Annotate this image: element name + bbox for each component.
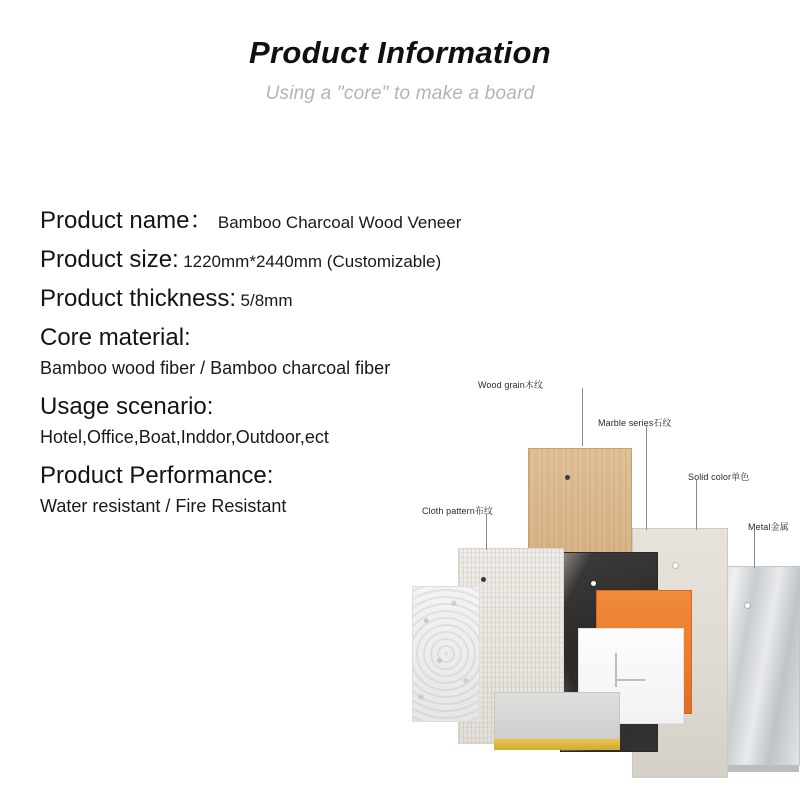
board-wood-grain-dot xyxy=(565,475,570,480)
spec-label-product-name: Product name： xyxy=(40,207,214,234)
leader-solid-color xyxy=(696,480,697,530)
spec-value-product-thickness: 5/8mm xyxy=(240,291,293,310)
leader-wood-grain xyxy=(582,388,583,446)
callout-marble-series: Marble series石纹 xyxy=(598,418,672,428)
board-core-edge xyxy=(494,739,620,750)
board-textured-pebble xyxy=(412,586,480,722)
spec-label-product-thickness: Product thickness: xyxy=(40,285,237,312)
product-photo xyxy=(396,352,800,800)
board-solid-color-dot xyxy=(673,563,678,568)
spec-label-product-performance: Product Performance: xyxy=(40,462,274,489)
spec-value-usage-scenario: Hotel,Office,Boat,Inddor,Outdoor,ect xyxy=(40,427,329,447)
spec-row-product-thickness xyxy=(40,285,660,313)
board-grey-with-core xyxy=(494,692,620,740)
page-subtitle: Using a "core" to make a board xyxy=(265,83,535,105)
page-header xyxy=(0,34,800,105)
spec-value-product-size: 1220mm*2440mm (Customizable) xyxy=(183,252,442,271)
callout-wood-grain: Wood grain木纹 xyxy=(478,380,544,390)
spec-row-core-material xyxy=(40,324,660,352)
spec-label-usage-scenario: Usage scenario: xyxy=(40,393,214,420)
spec-label-product-size: Product size: xyxy=(40,246,179,273)
spec-value-core-material: Bamboo wood fiber / Bamboo charcoal fiber xyxy=(40,358,391,378)
board-cloth-pattern-dot xyxy=(481,577,486,582)
spec-value-product-name: Bamboo Charcoal Wood Veneer xyxy=(217,213,462,232)
callout-cloth-pattern: Cloth pattern布纹 xyxy=(422,506,494,516)
board-metal-dot xyxy=(745,603,750,608)
leader-marble-series xyxy=(646,426,647,530)
leader-cloth-pattern xyxy=(486,514,487,550)
leader-metal xyxy=(754,530,755,568)
board-marble-dot xyxy=(591,581,596,586)
spec-row-product-name xyxy=(40,200,660,235)
callout-solid-color: Solid color单色 xyxy=(688,472,750,482)
spec-value-product-performance: Water resistant / Fire Resistant xyxy=(40,496,287,516)
spec-row-product-size xyxy=(40,246,660,274)
spec-label-core-material: Core material: xyxy=(40,324,191,351)
callout-metal: Metal金属 xyxy=(748,522,789,532)
page-title: Product Information xyxy=(249,35,551,70)
